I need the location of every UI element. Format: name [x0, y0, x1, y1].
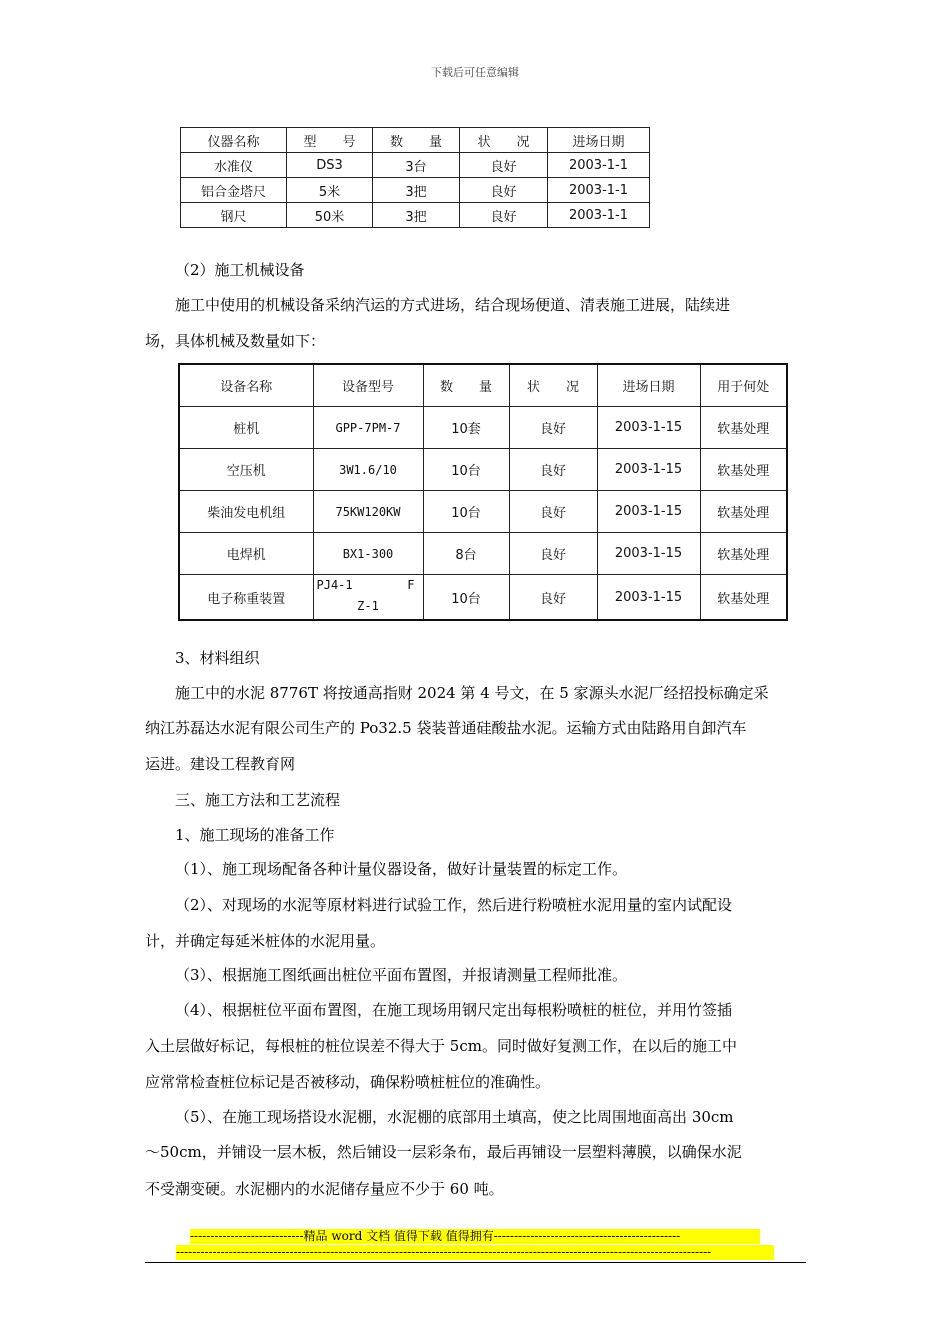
table-cell: 软基处理 — [700, 407, 787, 449]
table-cell: 2003-1-15 — [597, 449, 700, 491]
table-cell: GPP-7PM-7 — [313, 407, 423, 449]
table-cell: 软基处理 — [700, 533, 787, 575]
table-cell: 8台 — [423, 533, 509, 575]
subsection-heading: 1、施工现场的准备工作 — [175, 826, 335, 844]
table-cell: 电子称重装置 — [179, 575, 313, 621]
table-header-row — [179, 364, 787, 407]
table-row — [179, 533, 787, 575]
table-cell: 软基处理 — [700, 491, 787, 533]
table-cell: 柴油发电机组 — [179, 491, 313, 533]
table-cell: 良好 — [509, 575, 597, 621]
table-row — [181, 203, 650, 228]
paragraph-line: 施工中的水泥 8776T 将按通高指财 2024 第 4 号文，在 5 家源头水泥厂经招投标确定采 — [175, 684, 769, 702]
footer-rule — [145, 1262, 806, 1263]
paragraph-line: （1）、施工现场配备各种计量仪器设备，做好计量装置的标定工作。 — [175, 860, 628, 878]
paragraph-line: （5）、在施工现场搭设水泥棚，水泥棚的底部用土填高，使之比周围地面高出 30cm — [175, 1108, 734, 1126]
page-header: 下载后可任意编辑 — [431, 66, 519, 79]
paragraph-line: 应常常检查桩位标记是否被移动，确保粉喷桩桩位的准确性。 — [145, 1073, 551, 1091]
section-heading: （2）施工机械设备 — [175, 261, 305, 279]
table-cell: 水准仪 — [181, 153, 287, 178]
table-cell-model-split — [313, 575, 423, 621]
table-header-cell: 仪器名称 — [181, 128, 287, 153]
table-header-cell: 设备型号 — [313, 364, 423, 407]
table-cell: DS3 — [287, 153, 373, 178]
table-cell: 2003-1-15 — [597, 575, 700, 621]
table-cell: 10台 — [423, 575, 509, 621]
paragraph-line: 施工中使用的机械设备采纳汽运的方式进场，结合现场便道、清表施工进展，陆续进 — [175, 296, 731, 314]
table-cell: 2003-1-1 — [548, 203, 650, 228]
instrument-table — [180, 127, 650, 228]
table-cell: 10台 — [423, 449, 509, 491]
paragraph-line: （4）、根据桩位平面布置图，在施工现场用钢尺定出每根粉喷桩的桩位，并用竹签插 — [175, 1001, 733, 1019]
table-cell: 良好 — [509, 533, 597, 575]
table-header-cell: 数 量 — [423, 364, 509, 407]
section-heading: 三、施工方法和工艺流程 — [175, 791, 341, 809]
table-header-cell: 型 号 — [287, 128, 373, 153]
table-cell: 5米 — [287, 178, 373, 203]
table-cell: 75KW120KW — [313, 491, 423, 533]
paragraph-line: 入土层做好标记，每根桩的桩位误差不得大于 5cm。同时做好复测工作，在以后的施工中 — [145, 1037, 737, 1055]
section-heading: 3、材料组织 — [175, 649, 260, 667]
footer-banner-dashes: ------------------------------------------------------------------------------------------------------------------------------------ — [176, 1245, 774, 1260]
paragraph-line: （2）、对现场的水泥等原材料进行试验工作，然后进行粉喷桩水泥用量的室内试配设 — [175, 896, 733, 914]
table-cell: 2003-1-15 — [597, 407, 700, 449]
table-cell: 10台 — [423, 491, 509, 533]
table-cell: 桩机 — [179, 407, 313, 449]
table-header-cell: 用于何处 — [700, 364, 787, 407]
table-header-cell: 设备名称 — [179, 364, 313, 407]
paragraph-line: ～50cm，并铺设一层木板，然后铺设一层彩条布，最后再铺设一层塑料薄膜，以确保水泥 — [145, 1143, 742, 1161]
table-cell: 3台 — [373, 153, 460, 178]
table-cell: 10套 — [423, 407, 509, 449]
table-cell: 电焊机 — [179, 533, 313, 575]
paragraph-line: （3）、根据施工图纸画出桩位平面布置图，并报请测量工程师批准。 — [175, 966, 628, 984]
table-header-cell: 数 量 — [373, 128, 460, 153]
paragraph-line: 不受潮变硬。水泥棚内的水泥储存量应不少于 60 吨。 — [145, 1180, 504, 1198]
table-row — [179, 491, 787, 533]
table-cell: 3把 — [373, 178, 460, 203]
table-row — [179, 407, 787, 449]
table-row — [181, 153, 650, 178]
paragraph-line: 运进。建设工程教育网 — [145, 755, 296, 773]
model-part: Z-1 — [357, 599, 379, 613]
table-row — [179, 575, 787, 621]
table-cell: 软基处理 — [700, 449, 787, 491]
model-part: PJ4-1 — [316, 578, 353, 592]
model-part: F — [407, 578, 415, 592]
table-row — [179, 449, 787, 491]
table-cell: 50米 — [287, 203, 373, 228]
table-cell: 2003-1-1 — [548, 153, 650, 178]
table-cell: 2003-1-15 — [597, 533, 700, 575]
table-header-row — [181, 128, 650, 153]
paragraph-line: 场，具体机械及数量如下： — [145, 332, 326, 350]
table-cell: 3把 — [373, 203, 460, 228]
table-cell: 良好 — [460, 203, 548, 228]
paragraph-line: 计，并确定每延米桩体的水泥用量。 — [145, 932, 386, 950]
table-cell: 良好 — [460, 153, 548, 178]
paragraph-line: 纳江苏磊达水泥有限公司生产的 Po32.5 袋装普通硅酸盐水泥。运输方式由陆路用自卸汽车 — [145, 719, 747, 737]
table-cell: 良好 — [509, 407, 597, 449]
table-cell: 铝合金塔尺 — [181, 178, 287, 203]
table-header-cell: 状 况 — [509, 364, 597, 407]
table-cell: 2003-1-15 — [597, 491, 700, 533]
table-row — [181, 178, 650, 203]
footer-banner: ----------------------------精品 word 文档 值得下载 值得拥有---------------------------------------------- — [190, 1229, 760, 1244]
table-cell: 良好 — [509, 491, 597, 533]
table-cell: 良好 — [509, 449, 597, 491]
table-cell: 2003-1-1 — [548, 178, 650, 203]
table-header-cell: 进场日期 — [597, 364, 700, 407]
machinery-table — [178, 363, 788, 621]
table-header-cell: 状 况 — [460, 128, 548, 153]
table-cell: 软基处理 — [700, 575, 787, 621]
table-header-cell: 进场日期 — [548, 128, 650, 153]
table-cell: 良好 — [460, 178, 548, 203]
table-cell: BX1-300 — [313, 533, 423, 575]
table-cell: 3W1.6/10 — [313, 449, 423, 491]
table-cell: 钢尺 — [181, 203, 287, 228]
table-cell: 空压机 — [179, 449, 313, 491]
